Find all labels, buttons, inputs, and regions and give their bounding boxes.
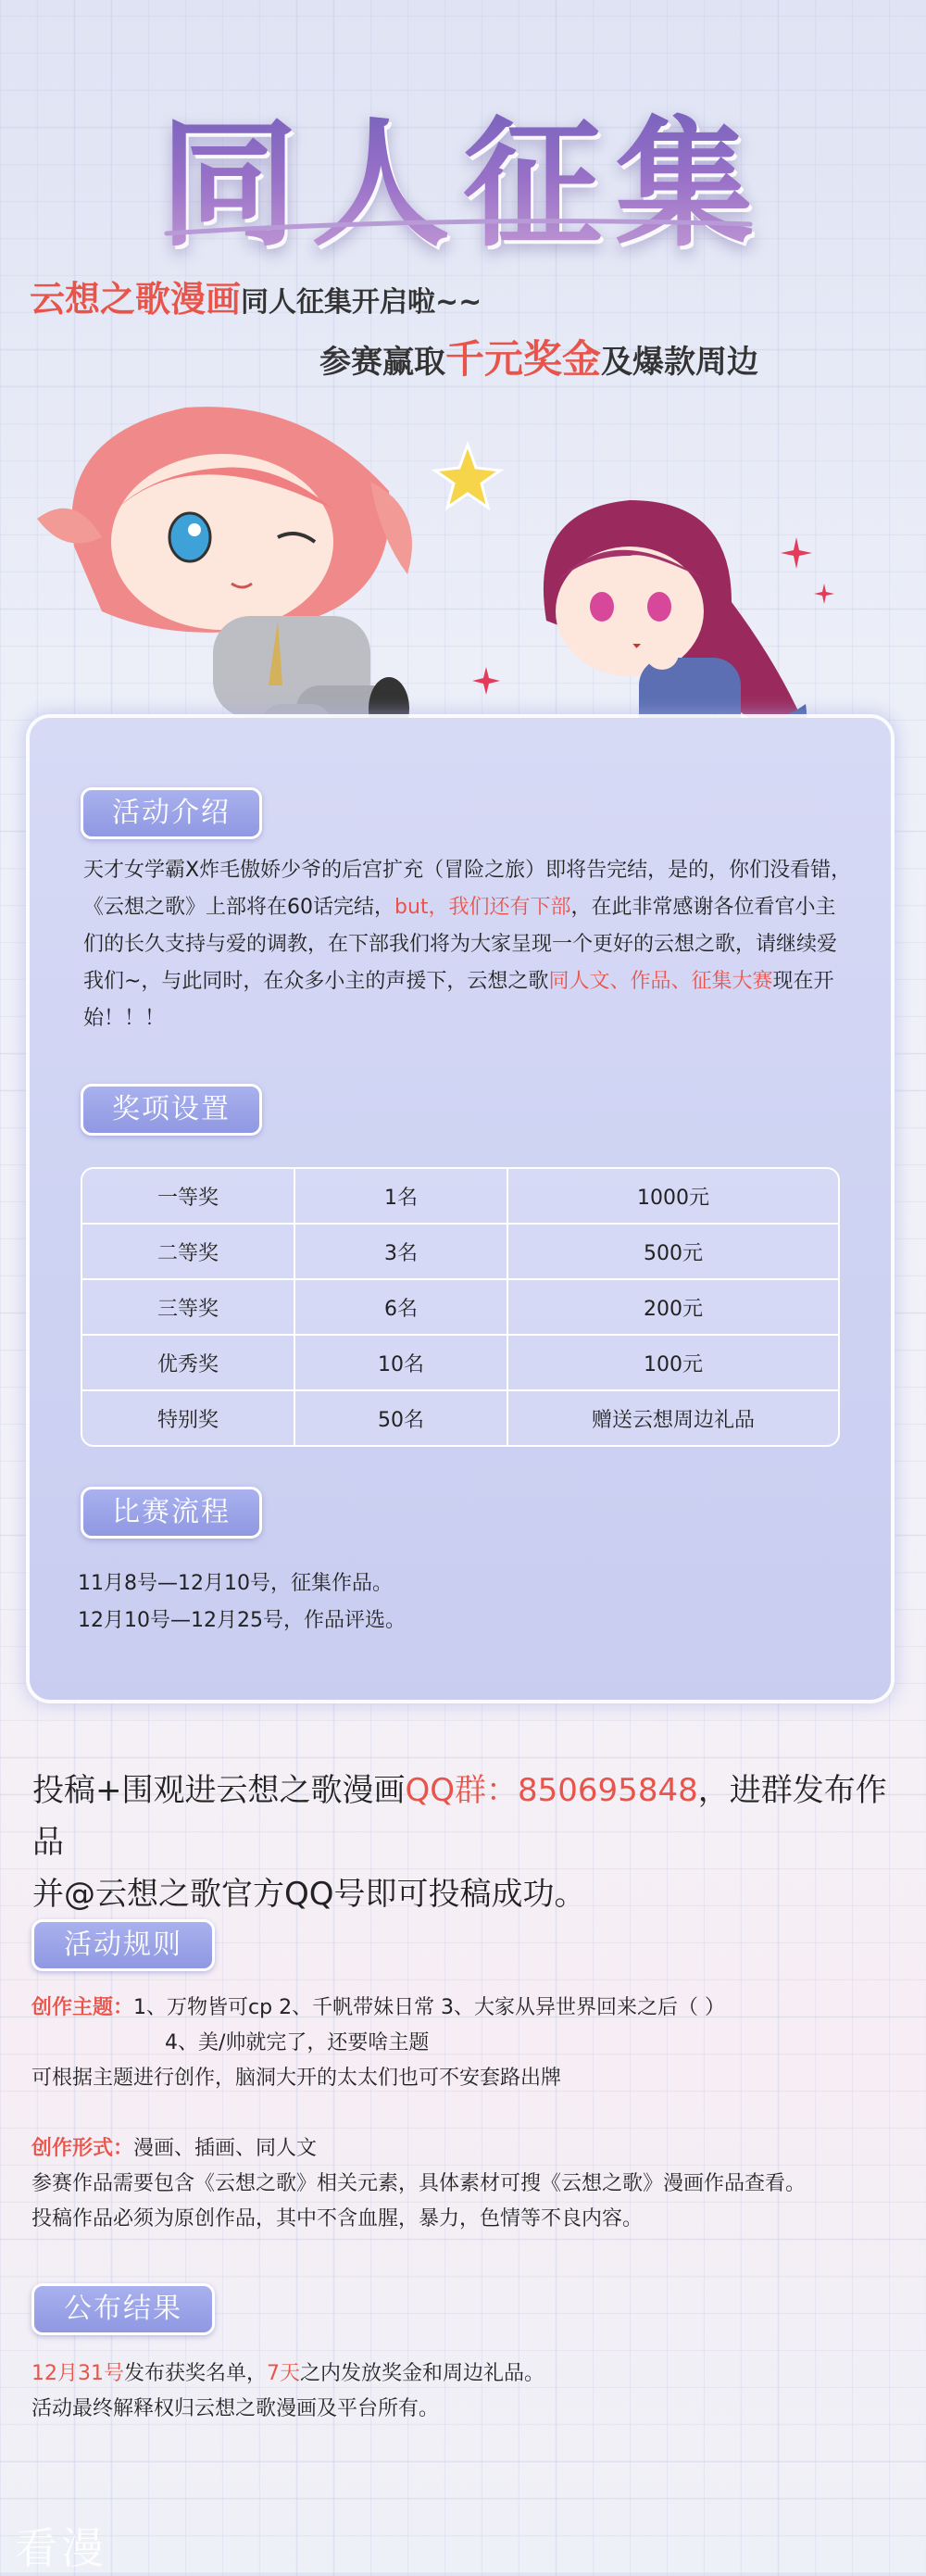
form-label: 创作形式： (31, 2137, 134, 2160)
intro-para-line-1: 天才女学霸X炸毛傲娇少爷的后宫扩充（冒险之旅）即将告完结，是的，你们没看错， (83, 859, 852, 882)
prize-name: 三等奖 (82, 1280, 295, 1336)
submit-line-1 (32, 1765, 903, 1868)
results-line1-b: 之内发放奖金和周边礼品。 (300, 2362, 545, 2385)
intro-para-line-3: 们的长久支持与爱的调教，在下部我们将为大家呈现一个更好的云想之歌，请继续爱 (83, 933, 838, 956)
prize-count: 1名 (295, 1169, 508, 1225)
intro-line4-a: 我们~，与此同时，在众多小主的声援下，云想之歌 (83, 970, 549, 993)
intro-line-1 (30, 270, 482, 321)
submit-info (32, 1765, 903, 1920)
prize-table (81, 1167, 840, 1447)
process-step-2: 12月10号—12月25号，作品评选。 (78, 1609, 406, 1632)
section-label-process: 比赛流程 (81, 1487, 262, 1539)
prize-reward: 500元 (508, 1225, 838, 1280)
title-swoosh-decoration (157, 213, 759, 241)
watermark-logo: 看漫 (15, 2523, 107, 2573)
theme-line-1 (31, 1992, 725, 2025)
intro2-suffix: 及爆款周边 (601, 344, 759, 381)
prize-count: 50名 (295, 1391, 508, 1445)
theme-label: 创作主题： (31, 1996, 134, 2019)
prize-count: 6名 (295, 1280, 508, 1336)
prize-count: 3名 (295, 1225, 508, 1280)
prize-name: 二等奖 (82, 1225, 295, 1280)
prize-name: 优秀奖 (82, 1336, 295, 1391)
prize-name: 特别奖 (82, 1391, 295, 1445)
prize-name: 一等奖 (82, 1169, 295, 1225)
results-date: 12月31号 (31, 2362, 124, 2385)
results-days: 7天 (267, 2362, 301, 2385)
intro2-highlight: 千元奖金 (445, 336, 602, 382)
qq-group-number: QQ群：850695848 (405, 1772, 698, 1809)
table-row (82, 1225, 838, 1280)
results-line-1 (31, 2357, 544, 2391)
intro-para-line-4 (83, 963, 852, 1000)
page-title: 同人征集 (0, 72, 926, 272)
theme-options-1: 1、万物皆可cp 2、千帆带妹日常 3、大家从异世界回来之后（ ） (133, 1996, 726, 2019)
section-label-intro: 活动介绍 (81, 787, 262, 839)
table-row (82, 1169, 838, 1225)
form-note-2: 投稿作品必须为原创作品，其中不含血腥，暴力，色情等不良内容。 (31, 2207, 644, 2230)
prize-count: 10名 (295, 1336, 508, 1391)
intro-paragraph (83, 852, 852, 1037)
table-row (82, 1391, 838, 1445)
form-line (31, 2132, 317, 2166)
section-label-results: 公布结果 (31, 2283, 215, 2335)
section-label-prizes: 奖项设置 (81, 1084, 262, 1136)
table-row (82, 1336, 838, 1391)
intro-line2-red: but，我们还有下部 (394, 896, 571, 919)
process-step-1: 11月8号—12月10号，征集作品。 (78, 1572, 393, 1595)
activity-panel (30, 718, 891, 1700)
intro-text: 同人征集开启啦~~ (241, 286, 482, 319)
theme-note: 可根据主题进行创作，脑洞大开的太太们也可不安套路出牌 (31, 2067, 562, 2090)
intro-line-2 (319, 329, 758, 384)
submit-line1-a: 投稿+围观进云想之歌漫画 (32, 1772, 406, 1809)
prize-reward: 1000元 (508, 1169, 838, 1225)
prize-reward: 200元 (508, 1280, 838, 1336)
form-value: 漫画、插画、同人文 (133, 2137, 318, 2160)
intro-line4-red: 同人文、作品、征集大赛 (548, 970, 773, 993)
prize-reward: 赠送云想周边礼品 (591, 1408, 755, 1432)
section-label-rules: 活动规则 (31, 1919, 215, 1971)
star-icon (435, 445, 500, 508)
intro-line2-a: 《云想之歌》上部将在60话完结， (83, 896, 394, 919)
intro-line4-b: 现在开 (772, 970, 834, 993)
prize-reward: 100元 (508, 1336, 838, 1391)
results-line1-a: 发布获奖名单， (124, 2362, 268, 2385)
process-steps (78, 1565, 837, 1640)
submit-line-2: 并@云想之歌官方QQ号即可投稿成功。 (32, 1876, 586, 1913)
theme-line-2: 4、美/帅就完了，还要啥主题 (165, 2031, 430, 2055)
submit-line1-b: ，进群发布作品 (32, 1772, 887, 1861)
results-line-2: 活动最终解释权归云想之歌漫画及平台所有。 (31, 2397, 440, 2420)
form-note-1: 参赛作品需要包含《云想之歌》相关元素，具体素材可搜《云想之歌》漫画作品查看。 (31, 2172, 807, 2195)
table-row (82, 1280, 838, 1336)
intro-brand: 云想之歌漫画 (30, 279, 242, 320)
intro2-prefix: 参赛赢取 (319, 344, 445, 381)
intro-line2-b: ，在此非常感谢各位看官小主 (570, 896, 836, 919)
intro-para-line-5: 始！！！ (83, 1007, 166, 1030)
intro-para-line-2 (83, 889, 852, 926)
